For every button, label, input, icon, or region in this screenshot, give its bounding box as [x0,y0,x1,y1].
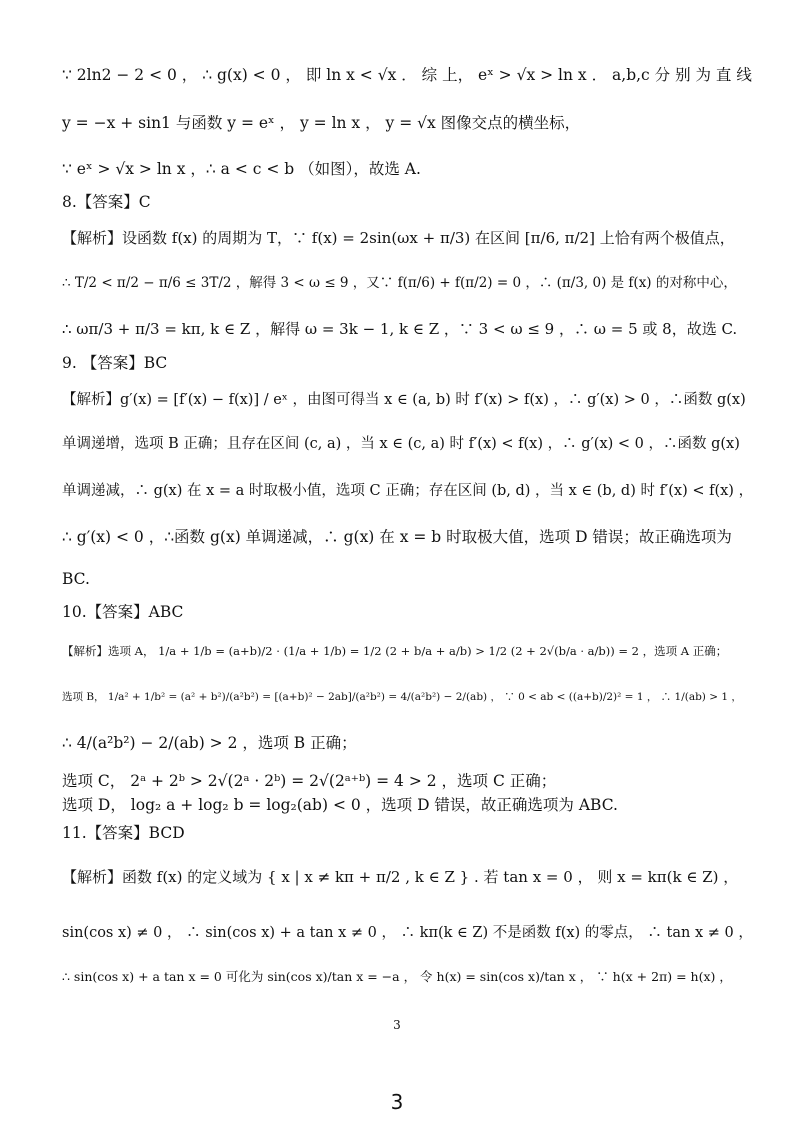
text-line: 选项 D， log₂ a + log₂ b = log₂(ab) < 0 ，选项 D 错误，故正确选项为 ABC. [62,796,618,814]
text-line: 【解析】g′(x) = [f′(x) − f(x)] / eˣ ，由图可得当 x ∈ (a, b) 时 f′(x) > f(x) ，∴ g′(x) > 0 ，∴函数 g(x) [62,392,746,408]
text-line: 【解析】函数 f(x) 的定义域为 { x | x ≠ kπ + π/2 , k ∈ Z } . 若 tan x = 0 ， 则 x = kπ(k ∈ Z) ， [62,868,739,886]
text-line: 选项 C， 2ᵃ + 2ᵇ > 2√(2ᵃ · 2ᵇ) = 2√(2ᵃ⁺ᵇ) = 4 > 2 ，选项 C 正确； [62,772,557,790]
answer-heading: 9. 【答案】BC [62,354,168,372]
text-line: ∵ 2ln2 − 2 < 0 ， ∴ g(x) < 0 ， 即 ln x < √x ． 综 上， eˣ > √x > ln x ． a,b,c 分 别 为 直 线 [62,66,752,84]
text-line: 【解析】选项 A， 1/a + 1/b = (a+b)/2 · (1/a + 1/b) = 1/2 (2 + b/a + a/b) > 1/2 (2 + 2√(b/a · a/b)) = 2 ，选项 A 正确； [62,644,728,658]
text-line: 单调递增，选项 B 正确；且存在区间 (c, a) ，当 x ∈ (c, a) 时 f′(x) < f(x) ，∴ g′(x) < 0 ，∴函数 g(x) [62,436,740,452]
page-number-footer: 3 [390,1090,404,1114]
text-line: BC. [62,570,90,588]
page-number: 3 [393,1018,401,1032]
text-line: sin(cos x) ≠ 0 ， ∴ sin(cos x) + a tan x ≠ 0 ， ∴ kπ(k ∈ Z) 不是函数 f(x) 的零点， ∴ tan x ≠ 0 ， [62,925,753,941]
text-line: 单调递减，∴ g(x) 在 x = a 时取极小值，选项 C 正确；存在区间 (b, d) ，当 x ∈ (b, d) 时 f′(x) < f(x) ， [62,483,754,499]
text-line: ∴ g′(x) < 0 ，∴函数 g(x) 单调递减，∴ g(x) 在 x = b 时取极大值，选项 D 错误；故正确选项为 [62,528,732,546]
answer-heading: 8.【答案】C [62,193,151,211]
text-line: y = −x + sin1 与函数 y = eˣ ， y = ln x ， y = √x 图像交点的横坐标， [62,114,581,132]
text-line: ∴ ωπ/3 + π/3 = kπ, k ∈ Z ，解得 ω = 3k − 1, k ∈ Z ，∵ 3 < ω ≤ 9 ，∴ ω = 5 或 8，故选 C. [62,320,738,338]
answer-heading: 11.【答案】BCD [62,824,185,842]
text-line: 【解析】设函数 f(x) 的周期为 T，∵ f(x) = 2sin(ωx + π/3) 在区间 [π/6, π/2] 上恰有两个极值点， [62,229,735,247]
text-line: ∵ eˣ > √x > ln x ，∴ a < c < b （如图），故选 A. [62,160,421,178]
text-line: ∴ 4/(a²b²) − 2/(ab) > 2 ，选项 B 正确； [62,734,357,752]
text-line: ∴ T/2 < π/2 − π/6 ≤ 3T/2 ，解得 3 < ω ≤ 9 ，又∵ f(π/6) + f(π/2) = 0 ，∴ (π/3, 0) 是 f(x) 的对称中心， [62,275,737,291]
text-line: 选项 B， 1/a² + 1/b² = (a² + b²)/(a²b²) = [(a+b)² − 2ab]/(a²b²) = 4/(a²b²) − 2/(ab) ， ∵ 0 < ab < ((a+b)/2)² = 1 ， ∴ 1/(ab) > 1 ， [62,691,742,703]
text-line: ∴ sin(cos x) + a tan x = 0 可化为 sin(cos x)/tan x = −a ， 令 h(x) = sin(cos x)/tan x ， ∵ h(x + 2π) = h(x) ， [62,969,732,984]
answer-heading: 10.【答案】ABC [62,603,184,621]
